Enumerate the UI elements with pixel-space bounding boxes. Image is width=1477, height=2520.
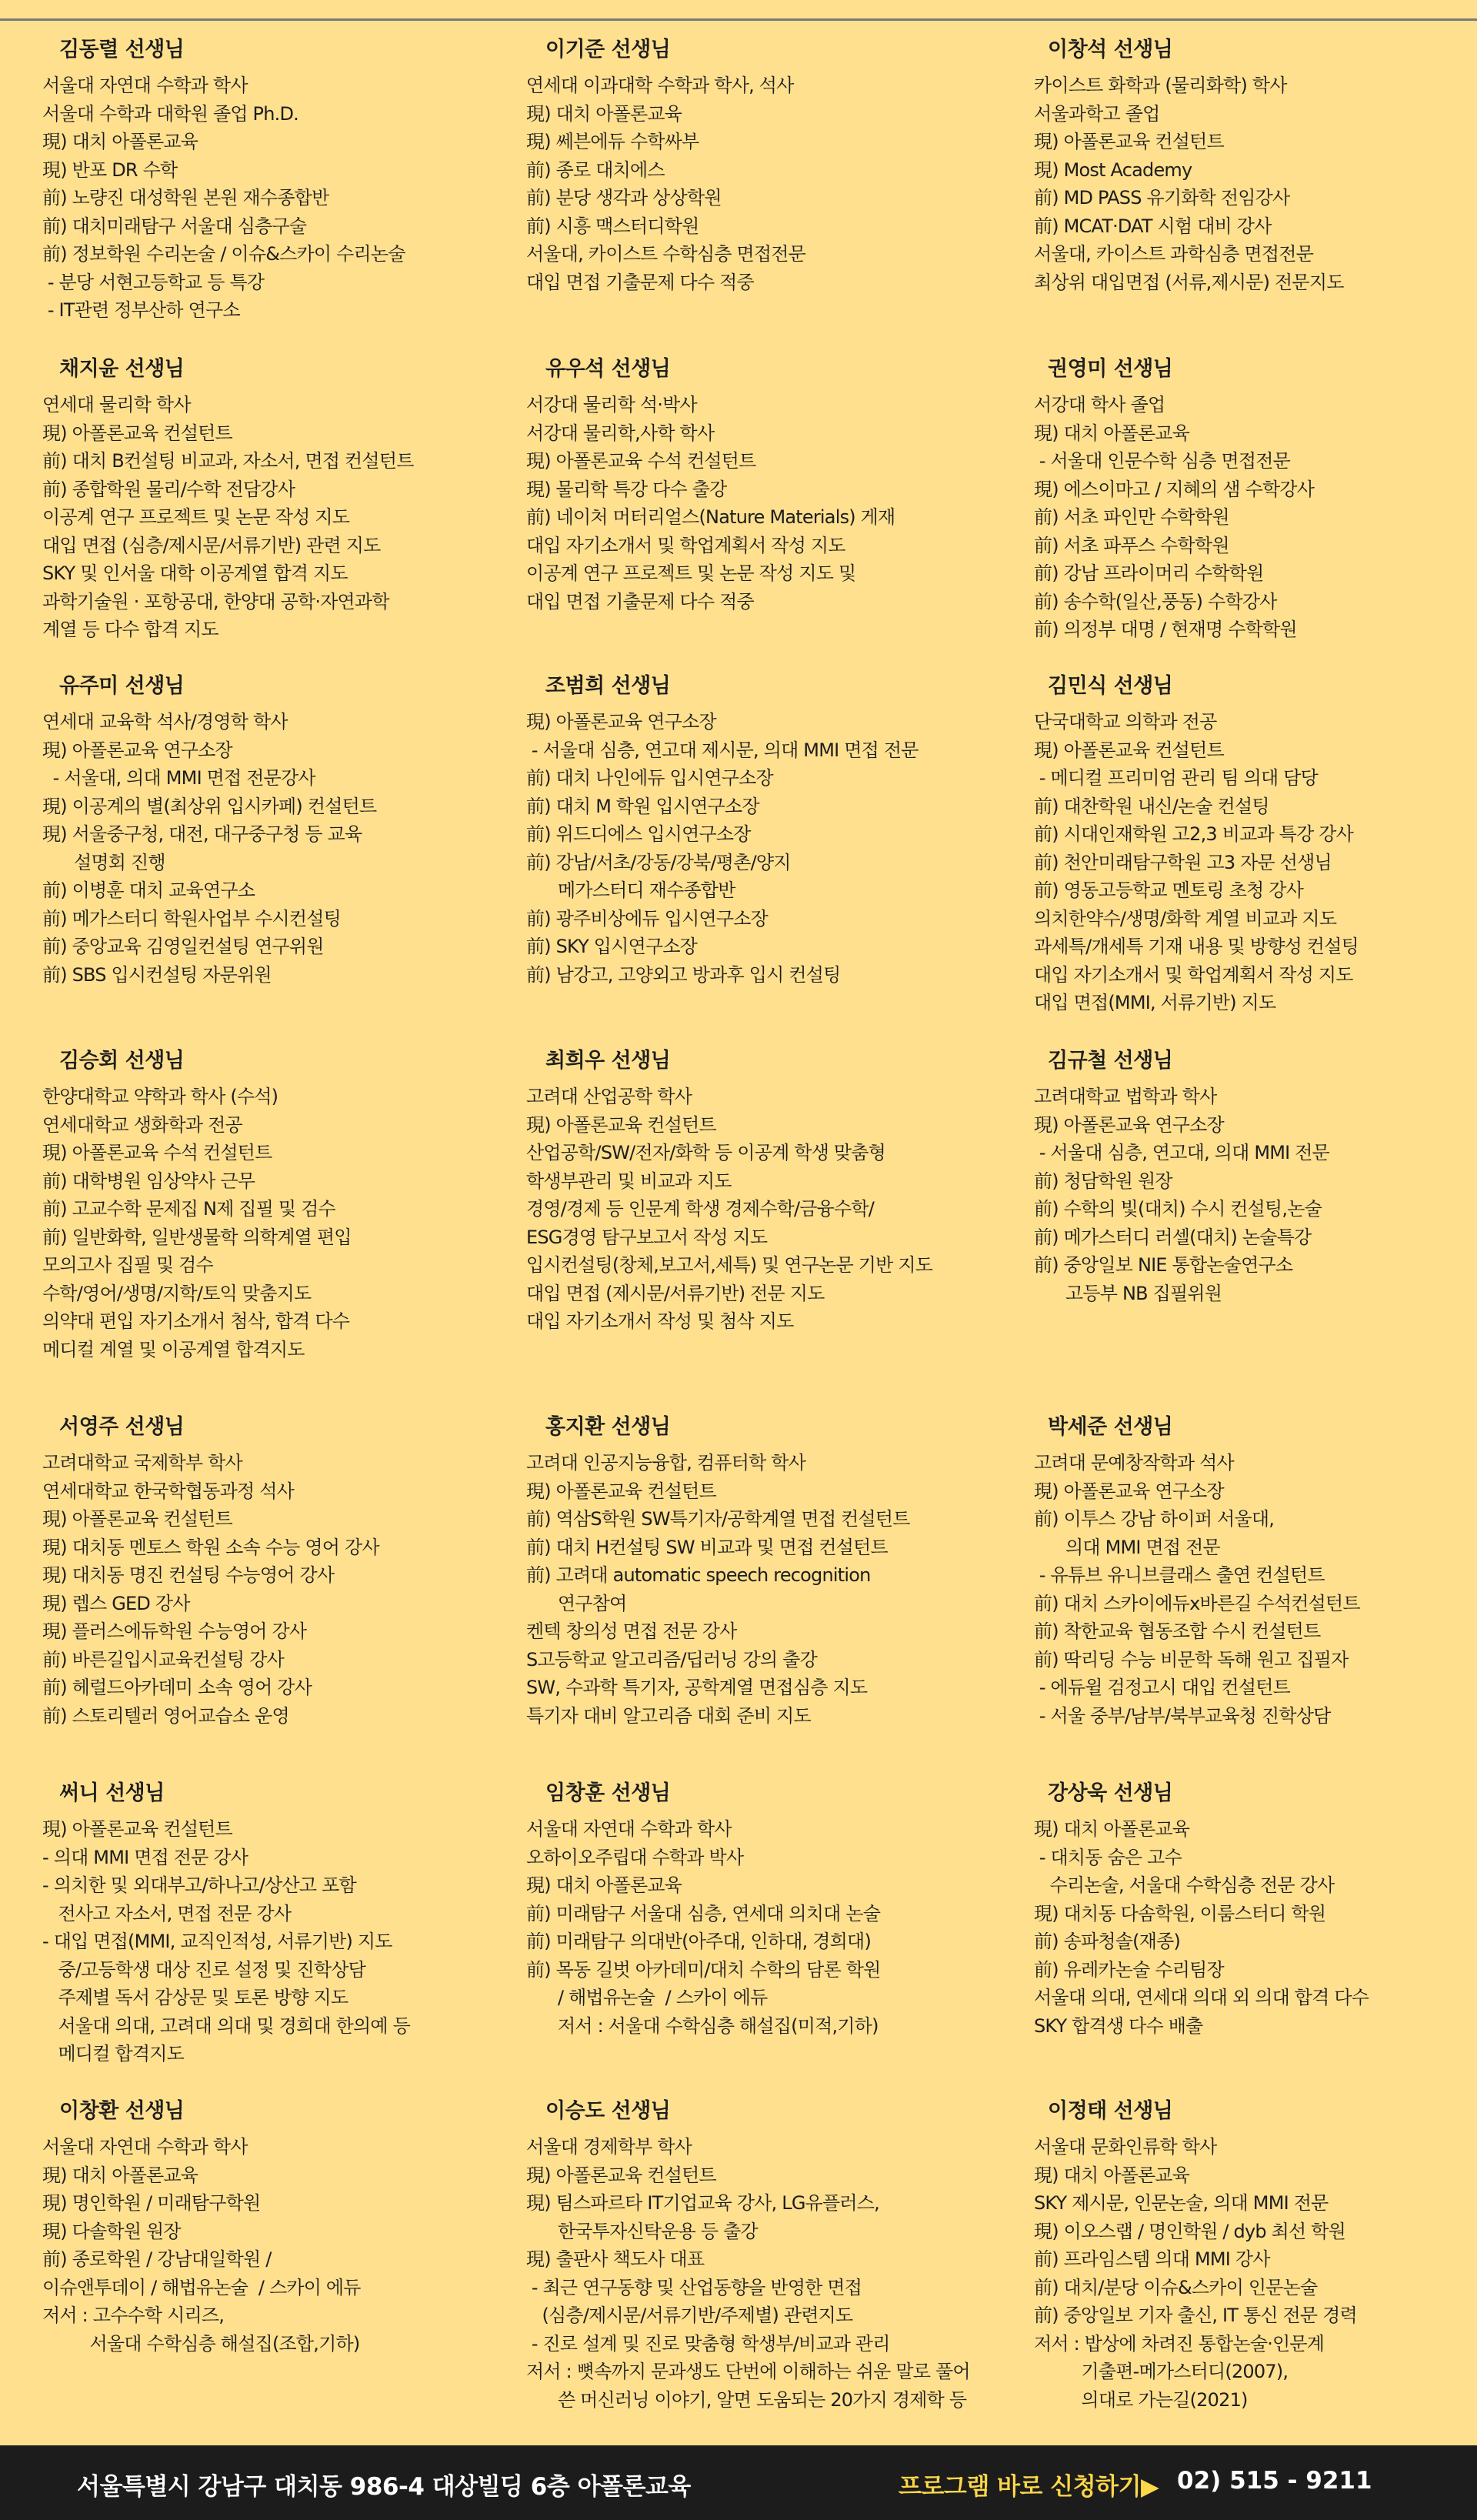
credential-line: 서울대, 카이스트 수학심층 면접전문 (526, 243, 806, 265)
credential-line: 現) 아폴론교육 컨설턴트 (526, 2164, 716, 2186)
teacher-card (495, 340, 1034, 657)
credential-line: 켄텍 창의성 면접 전문 강사 (526, 1620, 737, 1642)
credential-line: 서울대 자연대 수학과 학사 (42, 2136, 248, 2158)
teacher-grid (0, 21, 1477, 2432)
credential-line: S고등학교 알고리즘/딥러닝 강의 출강 (526, 1648, 817, 1671)
credential-line: 연구참여 (526, 1592, 627, 1614)
credential-line: 現) 다솔학원 원장 (42, 2220, 181, 2242)
credential-line: 카이스트 화학과 (물리화학) 학사 (1034, 75, 1287, 96)
credential-line: 現) 렙스 GED 강사 (42, 1592, 190, 1614)
credential-line: 대입 자기소개서 및 학업계획서 작성 지도 (526, 534, 845, 556)
credential-line: 이공계 연구 프로젝트 및 논문 작성 지도 및 (526, 562, 856, 584)
credential-line: 現) 반포 DR 수학 (42, 159, 178, 181)
credential-line: 現) 대치동 다솜학원, 이룸스터디 학원 (1034, 1902, 1326, 1924)
teacher-credentials (42, 1083, 495, 1363)
credential-line: 학생부관리 및 비교과 지도 (526, 1170, 732, 1192)
credential-line: 前) 종로 대치에스 (526, 159, 665, 181)
footer-address: 서울특별시 강남구 대치동 986-4 대상빌딩 6층 아폴론교육 (77, 2473, 691, 2501)
credential-line: 前) 종로학원 / 강남대일학원 / (42, 2248, 272, 2270)
credential-line: 現) 대치 아폴론교육 (526, 1874, 682, 1896)
credential-line: 前) 시대인재학원 고2,3 비교과 특강 강사 (1034, 823, 1354, 845)
credential-line: 오하이오주립대 수학과 박사 (526, 1846, 744, 1868)
credential-line: 한국투자신탁운용 등 출강 (526, 2220, 758, 2242)
credential-line: - 에듀윌 검정고시 대입 컨설턴트 (1034, 1677, 1290, 1698)
teacher-credentials (526, 1449, 1034, 1730)
credential-line: 모의고사 집필 및 검수 (42, 1254, 213, 1276)
teacher-name: 조범희 선생님 (545, 674, 671, 698)
credential-line: 대입 면접 기출문제 다수 적중 (526, 590, 754, 612)
teacher-credentials (1034, 1449, 1477, 1730)
credential-line: 이슈앤투데이 / 해법유논술 / 스카이 에듀 (42, 2276, 361, 2298)
credential-line: 서울대 자연대 수학과 학사 (42, 75, 248, 96)
teacher-card (495, 1032, 1034, 1398)
credential-line: 現) 플러스에듀학원 수능영어 강사 (42, 1620, 307, 1642)
credential-line: - 대치동 숨은 고수 (1034, 1846, 1182, 1868)
teacher-name: 임창훈 선생님 (545, 1781, 671, 1805)
teacher-name: 최희우 선생님 (545, 1049, 671, 1073)
credential-line: 前) 정보학원 수리논술 / 이슈&스카이 수리논술 (42, 243, 405, 265)
credential-line: 現) 아폴론교육 컨설턴트 (526, 1480, 716, 1502)
credential-line: 前) 서초 파푸스 수학학원 (1034, 534, 1229, 556)
credential-line: 前) 미래탐구 의대반(아주대, 인하대, 경희대) (526, 1931, 872, 1952)
teacher-credentials (1034, 391, 1477, 644)
teacher-card (495, 1764, 1034, 2082)
teacher-credentials (1034, 1815, 1477, 2040)
credential-line: - 의치한 및 외대부고/하나고/상산고 포함 (42, 1874, 356, 1896)
credential-line: 現) 에스이마고 / 지혜의 샘 수학강사 (1034, 478, 1315, 500)
credential-line: 메디컬 계열 및 이공계열 합격지도 (42, 1338, 305, 1360)
credential-line: 前) 이병훈 대치 교육연구소 (42, 879, 255, 901)
teacher-credentials (526, 72, 1034, 296)
credential-line: 前) 메가스터디 러셀(대치) 논술특강 (1034, 1226, 1312, 1248)
credential-line: 저서 : 고수수학 시리즈, (42, 2305, 225, 2326)
teacher-name: 이기준 선생님 (545, 38, 671, 62)
credential-line: 前) MD PASS 유기화학 전임강사 (1034, 187, 1290, 209)
teacher-credentials (1034, 2133, 1477, 2414)
credential-line: 前) 대치 나인에듀 입시연구소장 (526, 767, 773, 789)
credential-line: 現) 명인학원 / 미래탐구학원 (42, 2192, 261, 2214)
credential-line: 연세대학교 생화학과 전공 (42, 1113, 242, 1136)
credential-line: 現) 서울중구청, 대전, 대구중구청 등 교육 (42, 823, 362, 845)
apply-program-label[interactable]: 프로그램 바로 신청하기 (899, 2473, 1142, 2501)
credential-line: - 대입 면접(MMI, 교직인적성, 서류기반) 지도 (42, 1931, 392, 1952)
teacher-name: 박세준 선생님 (1048, 1415, 1173, 1439)
credential-line: - IT관련 정부산하 연구소 (42, 299, 240, 321)
credential-line: 기출편-메가스터디(2007), (1034, 2361, 1289, 2382)
credential-line: 서울대 자연대 수학과 학사 (526, 1818, 732, 1840)
credential-line: 現) 출판사 책도사 대표 (526, 2248, 705, 2270)
credential-line: 고등부 NB 집필위원 (1034, 1282, 1222, 1304)
teacher-name: 김규철 선생님 (1048, 1049, 1173, 1073)
credential-line: 서강대 물리학 석·박사 (526, 394, 697, 416)
footer-bar (0, 2445, 1477, 2520)
credential-line: 고려대학교 국제학부 학사 (42, 1452, 242, 1474)
teacher-credentials (42, 391, 495, 644)
credential-line: 前) 수학의 빛(대치) 수시 컨설팅,논술 (1034, 1198, 1322, 1220)
credential-line: 서울대 의대, 연세대 의대 외 의대 합격 다수 (1034, 1987, 1369, 2008)
teacher-name: 이정태 선생님 (1048, 2099, 1173, 2123)
credential-line: 고려대 인공지능융합, 컴퓨터학 학사 (526, 1452, 806, 1474)
teacher-credentials (42, 72, 495, 325)
teacher-card (1034, 340, 1477, 657)
credential-line: 의대 MMI 면접 전문 (1034, 1536, 1220, 1558)
credential-line: 前) 대치 M 학원 입시연구소장 (526, 795, 759, 817)
credential-line: 前) 고교수학 문제집 N제 집필 및 검수 (42, 1198, 335, 1220)
credential-line: 대입 면접(MMI, 서류기반) 지도 (1034, 992, 1276, 1013)
teacher-credentials (42, 2133, 495, 2358)
credential-line: 서강대 학사 졸업 (1034, 394, 1165, 416)
credential-line: 前) 중앙일보 기자 출신, IT 통신 전문 경력 (1034, 2305, 1357, 2326)
credential-line: 現) 이오스랩 / 명인학원 / dyb 최선 학원 (1034, 2220, 1346, 2242)
credential-line: 저서 : 밥상에 차려진 통합논술·인문계 (1034, 2332, 1325, 2355)
credential-line: 前) 대치미래탐구 서울대 심층구술 (42, 215, 307, 237)
credential-line: 前) 송파청솔(재종) (1034, 1931, 1181, 1952)
credential-line: 現) 아폴론교육 연구소장 (1034, 1480, 1224, 1502)
credential-line: 최상위 대입면접 (서류,제시문) 전문지도 (1034, 271, 1344, 293)
credential-line: 저서 : 뼛속까지 문과생도 단번에 이해하는 쉬운 말로 풀어 (526, 2361, 970, 2382)
teacher-credentials (42, 1815, 495, 2068)
credential-line: 前) 일반화학, 일반생물학 의학계열 편입 (42, 1226, 352, 1248)
credential-line: ESG경영 탐구보고서 작성 지도 (526, 1226, 768, 1248)
teacher-card (0, 1764, 495, 2082)
credential-line: 특기자 대비 알고리즘 대회 준비 지도 (526, 1704, 811, 1727)
credential-line: 설명회 진행 (42, 851, 165, 873)
credential-line: - 서울대 인문수학 심층 면접전문 (1034, 450, 1290, 472)
teacher-card (0, 1398, 495, 1764)
credential-line: SKY 합격생 다수 배출 (1034, 2014, 1203, 2037)
credential-line: / 해법유논술 / 스카이 에듀 (526, 1987, 768, 2008)
credential-line: 前) 유레카논술 수리팀장 (1034, 1958, 1224, 1981)
credential-line: 메가스터디 재수종합반 (526, 879, 735, 901)
credential-line: 산업공학/SW/전자/화학 등 이공계 학생 맞춤형 (526, 1142, 886, 1163)
teacher-card (1034, 21, 1477, 340)
credential-line: - 메디컬 프리미엄 관리 팀 의대 담당 (1034, 767, 1319, 789)
credential-line: SW, 수과학 특기자, 공학계열 면접심층 지도 (526, 1677, 868, 1698)
teacher-name: 유우석 선생님 (545, 357, 671, 381)
credential-line: (심층/제시문/서류기반/주제별) 관련지도 (526, 2305, 853, 2326)
teacher-card (0, 657, 495, 1032)
teacher-card (1034, 1032, 1477, 1398)
credential-line: 前) 청담학원 원장 (1034, 1170, 1172, 1192)
credential-line: 前) 시흥 맥스터디학원 (526, 215, 699, 237)
teacher-credentials (526, 391, 1034, 616)
credential-line: 前) 남강고, 고양외고 방과후 입시 컨설팅 (526, 963, 841, 986)
credential-line: 現) 팀스파르타 IT기업교육 강사, LG유플러스, (526, 2192, 880, 2214)
teacher-card (0, 340, 495, 657)
credential-line: 주제별 독서 감상문 및 토론 방향 지도 (42, 1987, 348, 2008)
credential-line: 前) 착한교육 협동조합 수시 컨설턴트 (1034, 1620, 1321, 1642)
credential-line: 現) 이공계의 별(최상위 입시카페) 컨설턴트 (42, 795, 377, 817)
credential-line: 서울과학고 졸업 (1034, 102, 1160, 125)
credential-line: 前) 종합학원 물리/수학 전담강사 (42, 478, 295, 500)
teacher-card (495, 2082, 1034, 2432)
teacher-card (495, 657, 1034, 1032)
teacher-credentials (526, 1083, 1034, 1336)
credential-line: 現) 쎄븐에듀 수학싸부 (526, 131, 699, 152)
credential-line: 前) 스토리텔러 영어교습소 운영 (42, 1704, 289, 1727)
credential-line: 前) 대치 H컨설팅 SW 비교과 및 면접 컨설턴트 (526, 1536, 888, 1558)
credential-line: 現) 아폴론교육 연구소장 (1034, 1113, 1224, 1136)
credential-line: 現) 아폴론교육 수석 컨설턴트 (42, 1142, 272, 1163)
teacher-credentials (1034, 1083, 1477, 1307)
credential-line: 연세대 교육학 석사/경영학 학사 (42, 711, 288, 733)
credential-line: 前) 대치 스카이에듀x바른길 수석컨설턴트 (1034, 1592, 1360, 1614)
credential-line: 서울대 의대, 고려대 의대 및 경희대 한의예 등 (42, 2014, 411, 2037)
credential-line: - 최근 연구동향 및 산업동향을 반영한 면접 (526, 2276, 862, 2298)
credential-line: 現) 아폴론교육 컨설턴트 (526, 1113, 716, 1136)
credential-line: 前) SKY 입시연구소장 (526, 936, 698, 957)
credential-line: 의대로 가는길(2021) (1034, 2388, 1248, 2411)
credential-line: 現) 아폴론교육 컨설턴트 (42, 1508, 232, 1530)
credential-line: 現) 아폴론교육 수석 컨설턴트 (526, 450, 756, 472)
credential-line: 前) 중앙교육 김영일컨설팅 연구위원 (42, 936, 324, 957)
teacher-name: 김동렬 선생님 (59, 38, 185, 62)
credential-line: 고려대 문예창작학과 석사 (1034, 1452, 1234, 1474)
credential-line: 대입 면접 (제시문/서류기반) 전문 지도 (526, 1282, 825, 1304)
credential-line: 계열 등 다수 합격 지도 (42, 619, 218, 640)
teacher-card (0, 21, 495, 340)
teacher-name: 김승회 선생님 (59, 1049, 185, 1073)
teacher-credentials (1034, 72, 1477, 296)
teacher-name: 홍지환 선생님 (545, 1415, 671, 1439)
credential-line: 前) 대치/분당 이슈&스카이 인문논술 (1034, 2276, 1318, 2298)
teacher-credentials (526, 1815, 1034, 2040)
credential-line: 前) 대학병원 임상약사 근무 (42, 1170, 255, 1192)
teacher-card (1034, 1398, 1477, 1764)
credential-line: 경영/경제 등 인문계 학생 경제수학/금융수학/ (526, 1198, 875, 1220)
play-arrow-icon: ▶ (1141, 2473, 1159, 2501)
teacher-credentials (42, 1449, 495, 1730)
credential-line: 중/고등학생 대상 진로 설정 및 진학상담 (42, 1958, 366, 1981)
teacher-name: 써니 선생님 (59, 1781, 165, 1805)
credential-line: 現) 아폴론교육 컨설턴트 (1034, 739, 1224, 761)
teacher-name: 이창환 선생님 (59, 2099, 185, 2123)
credential-line: - 서울 중부/남부/북부교육청 진학상담 (1034, 1704, 1331, 1727)
credential-line: 메디컬 합격지도 (42, 2043, 185, 2064)
teacher-card (495, 1398, 1034, 1764)
credential-line: 現) 대치 아폴론교육 (1034, 1818, 1190, 1840)
credential-line: - 유튜브 유니브클래스 출연 컨설턴트 (1034, 1564, 1325, 1586)
credential-line: 연세대학교 한국학협동과정 석사 (42, 1480, 295, 1502)
credential-line: 서강대 물리학,사학 학사 (526, 422, 715, 444)
credential-line: 現) 아폴론교육 연구소장 (526, 711, 716, 733)
teacher-card (1034, 2082, 1477, 2432)
credential-line: 서울대 수학과 대학원 졸업 Ph.D. (42, 102, 298, 125)
credential-line: 前) 강남/서초/강동/강북/평촌/양지 (526, 851, 791, 873)
credential-line: 대입 자기소개서 및 학업계획서 작성 지도 (1034, 963, 1353, 986)
credential-line: 現) 대치 아폴론교육 (1034, 422, 1190, 444)
teacher-credentials (1034, 708, 1477, 1017)
credential-line: 前) 의정부 대명 / 현재명 수학학원 (1034, 619, 1297, 640)
credential-line: 現) 대치 아폴론교육 (42, 2164, 198, 2186)
credential-line: 現) 아폴론교육 컨설턴트 (42, 422, 232, 444)
credential-line: 前) 중앙일보 NIE 통합논술연구소 (1034, 1254, 1293, 1276)
teacher-name: 서영주 선생님 (59, 1415, 185, 1439)
credential-line: 現) 아폴론교육 컨설턴트 (42, 1818, 232, 1840)
credential-line: 과세특/개세특 기재 내용 및 방향성 컨설팅 (1034, 936, 1359, 957)
credential-line: 서울대, 카이스트 과학심층 면접전문 (1034, 243, 1314, 265)
teacher-name: 강상욱 선생님 (1048, 1781, 1173, 1805)
credential-line: - 서울대 심층, 연고대, 의대 MMI 전문 (1034, 1142, 1330, 1163)
credential-line: 서울대 문화인류학 학사 (1034, 2136, 1217, 2158)
credential-line: 前) 프라임스템 의대 MMI 강사 (1034, 2248, 1270, 2270)
credential-line: 前) 분당 생각과 상상학원 (526, 187, 722, 209)
credential-line: - 서울대, 의대 MMI 면접 전문강사 (42, 767, 315, 789)
credential-line: 의치한약수/생명/화학 계열 비교과 지도 (1034, 907, 1337, 930)
credential-line: 단국대학교 의학과 전공 (1034, 711, 1217, 733)
credential-line: 前) SBS 입시컨설팅 자문위원 (42, 963, 272, 986)
credential-line: - 분당 서현고등학교 등 특강 (42, 271, 265, 293)
credential-line: 前) 송수학(일산,풍동) 수학강사 (1034, 590, 1277, 612)
credential-line: 前) 미래탐구 서울대 심층, 연세대 의치대 논술 (526, 1902, 881, 1924)
credential-line: 대입 면접 (심층/제시문/서류기반) 관련 지도 (42, 534, 381, 556)
credential-line: 前) 딱리딩 수능 비문학 독해 원고 집필자 (1034, 1648, 1349, 1671)
credential-line: 前) 강남 프라이머리 수학학원 (1034, 562, 1264, 584)
credential-line: 前) 천안미래탐구학원 고3 자문 선생님 (1034, 851, 1332, 873)
credential-line: 전사고 자소서, 면접 전문 강사 (42, 1902, 292, 1924)
teacher-card (495, 21, 1034, 340)
teacher-card (0, 2082, 495, 2432)
teacher-card (0, 1032, 495, 1398)
credential-line: 前) 위드디에스 입시연구소장 (526, 823, 751, 845)
credential-line: 대입 면접 기출문제 다수 적중 (526, 271, 754, 293)
credential-line: 고려대 산업공학 학사 (526, 1086, 692, 1107)
credential-line: 前) 대찬학원 내신/논술 컨설팅 (1034, 795, 1269, 817)
phone-number[interactable]: 02) 515 - 9211 (1177, 2467, 1372, 2495)
credential-line: 입시컨설팅(창체,보고서,세특) 및 연구논문 기반 지도 (526, 1254, 933, 1276)
credential-line: 現) 대치 아폴론교육 (42, 131, 198, 152)
credential-line: - 의대 MMI 면접 전문 강사 (42, 1846, 248, 1868)
credential-line: 現) 대치 아폴론교육 (1034, 2164, 1190, 2186)
credential-line: 現) 대치 아폴론교육 (526, 102, 682, 125)
credential-line: 前) 목동 길벗 아카데미/대치 수학의 담론 학원 (526, 1958, 881, 1981)
credential-line: - 서울대 심층, 연고대 제시문, 의대 MMI 면접 전문 (526, 739, 919, 761)
credential-line: 前) MCAT·DAT 시험 대비 강사 (1034, 215, 1272, 237)
credential-line: 現) Most Academy (1034, 159, 1192, 181)
credential-line: 前) 대치 B컨설팅 비교과, 자소서, 면접 컨설턴트 (42, 450, 414, 472)
credential-line: 前) 서초 파인만 수학학원 (1034, 506, 1229, 528)
teacher-credentials (526, 708, 1034, 989)
teacher-name: 채지윤 선생님 (59, 357, 185, 381)
credential-line: 수학/영어/생명/지학/토익 맞춤지도 (42, 1282, 312, 1304)
credential-line: 쓴 머신러닝 이야기, 알면 도움되는 20가지 경제학 등 (526, 2388, 967, 2411)
credential-line: 前) 바른길입시교육컨설팅 강사 (42, 1648, 285, 1671)
credential-line: 前) 메가스터디 학원사업부 수시컨설팅 (42, 907, 342, 930)
teacher-name: 이승도 선생님 (545, 2099, 671, 2123)
credential-line: SKY 제시문, 인문논술, 의대 MMI 전문 (1034, 2192, 1329, 2214)
credential-line: 대입 자기소개서 작성 및 첨삭 지도 (526, 1310, 794, 1332)
teacher-name: 이창석 선생님 (1048, 38, 1173, 62)
credential-line: 고려대학교 법학과 학사 (1034, 1086, 1217, 1107)
credential-line: 저서 : 서울대 수학심층 해설집(미적,기하) (526, 2014, 879, 2037)
credential-line: 現) 물리학 특강 다수 출강 (526, 478, 727, 500)
credential-line: 과학기술원 · 포항공대, 한양대 공학·자연과학 (42, 590, 389, 612)
credential-line: 수리논술, 서울대 수학심층 전문 강사 (1034, 1874, 1335, 1896)
teacher-card (1034, 1764, 1477, 2082)
credential-line: 前) 영동고등학교 멘토링 초청 강사 (1034, 879, 1304, 901)
credential-line: 現) 대치동 멘토스 학원 소속 수능 영어 강사 (42, 1536, 379, 1558)
credential-line: 의약대 편입 자기소개서 첨삭, 합격 다수 (42, 1310, 350, 1332)
credential-line: 前) 네이처 머터리얼스(Nature Materials) 게재 (526, 506, 895, 528)
credential-line: 前) 노량진 대성학원 본원 재수종합반 (42, 187, 329, 209)
teacher-credentials (42, 708, 495, 989)
credential-line: 前) 광주비상에듀 입시연구소장 (526, 907, 769, 930)
credential-line: 前) 고려대 automatic speech recognition (526, 1564, 871, 1586)
credential-line: 한양대학교 약학과 학사 (수석) (42, 1086, 278, 1107)
credential-line: SKY 및 인서울 대학 이공계열 합격 지도 (42, 562, 348, 584)
credential-line: 前) 이투스 강남 하이퍼 서울대, (1034, 1508, 1275, 1530)
credential-line: 前) 역삼S학원 SW특기자/공학계열 면접 컨설턴트 (526, 1508, 910, 1530)
credential-line: - 진로 설계 및 진로 맞춤형 학생부/비교과 관리 (526, 2332, 890, 2355)
credential-line: 이공계 연구 프로젝트 및 논문 작성 지도 (42, 506, 350, 528)
credential-line: 前) 헤럴드아카데미 소속 영어 강사 (42, 1677, 312, 1698)
credential-line: 서울대 수학심층 해설집(조합,기하) (42, 2332, 360, 2355)
credential-line: 現) 대치동 명진 컨설팅 수능영어 강사 (42, 1564, 335, 1586)
credential-line: 연세대 물리학 학사 (42, 394, 191, 416)
teacher-card (1034, 657, 1477, 1032)
teacher-name: 유주미 선생님 (59, 674, 185, 698)
credential-line: 現) 아폴론교육 컨설턴트 (1034, 131, 1224, 152)
credential-line: 연세대 이과대학 수학과 학사, 석사 (526, 75, 794, 96)
teacher-name: 권영미 선생님 (1048, 357, 1173, 381)
teacher-name: 김민식 선생님 (1048, 674, 1173, 698)
apply-program-link[interactable] (899, 2467, 1159, 2502)
teacher-credentials (526, 2133, 1034, 2414)
credential-line: 現) 아폴론교육 연구소장 (42, 739, 232, 761)
credential-line: 서울대 경제학부 학사 (526, 2136, 692, 2158)
